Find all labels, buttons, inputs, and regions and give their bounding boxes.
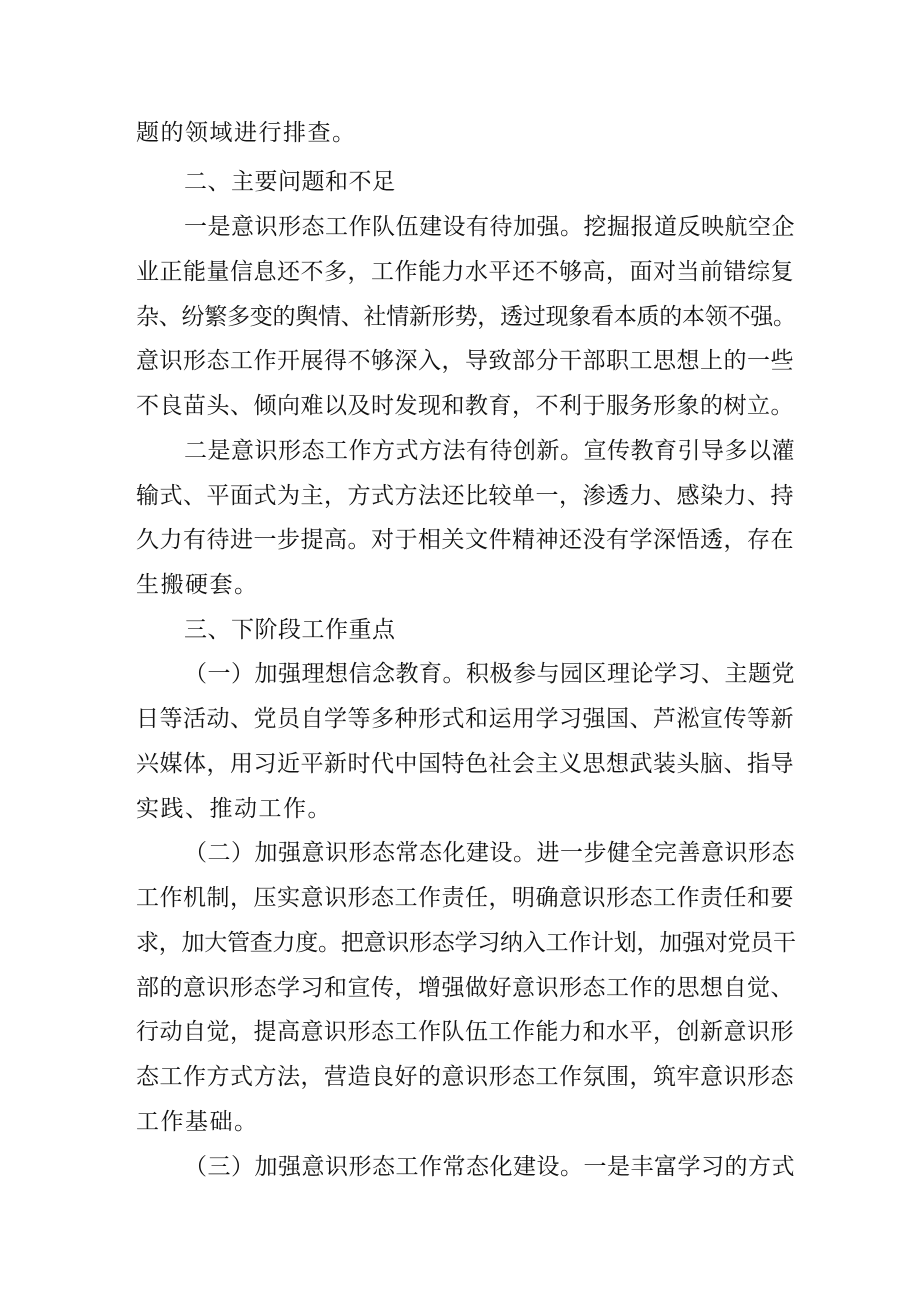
paragraph-line: （三）加强意识形态工作常态化建设。一是丰富学习的方式 [184, 1154, 795, 1180]
paragraph-line: （二）加强意识形态常态化建设。进一步健全完善意识形态 [184, 840, 795, 866]
paragraph-line: 日等活动、党员自学等多种形式和运用学习强国、芦淞宣传等新 [136, 706, 794, 732]
paragraph-line: 一是意识形态工作队伍建设有待加强。挖掘报道反映航空企 [184, 214, 795, 240]
paragraph-line: 行动自觉，提高意识形态工作队伍工作能力和水平，创新意识形 [136, 1019, 794, 1045]
paragraph-line: （一）加强理想信念教育。积极参与园区理论学习、主题党 [184, 661, 795, 687]
paragraph-line: 兴媒体，用习近平新时代中国特色社会主义思想武装头脑、指导 [136, 751, 794, 777]
paragraph-line: 二是意识形态工作方式方法有待创新。宣传教育引导多以灌 [184, 438, 795, 464]
paragraph-line: 输式、平面式为主，方式方法还比较单一，渗透力、感染力、持 [136, 483, 794, 509]
paragraph-line: 业正能量信息还不多，工作能力水平还不够高，面对当前错综复 [136, 259, 794, 285]
paragraph-line: 不良苗头、倾向难以及时发现和教育，不利于服务形象的树立。 [136, 393, 794, 419]
paragraph-line: 工作基础。 [136, 1109, 259, 1135]
paragraph-line: 题的领域进行排查。 [136, 120, 357, 146]
paragraph-line: 生搬硬套。 [136, 572, 259, 598]
paragraph-line: 久力有待进一步提高。对于相关文件精神还没有学深悟透，存在 [136, 527, 794, 553]
paragraph-line: 部的意识形态学习和宣传，增强做好意识形态工作的思想自觉、 [136, 975, 794, 1001]
section-heading-next-steps: 三、下阶段工作重点 [184, 617, 396, 643]
paragraph-line: 求，加大管查力度。把意识形态学习纳入工作计划，加强对党员干 [136, 930, 796, 956]
paragraph-line: 工作机制，压实意识形态工作责任，明确意识形态工作责任和要 [136, 885, 794, 911]
section-heading-problems: 二、主要问题和不足 [184, 169, 396, 195]
paragraph-line: 意识形态工作开展得不够深入，导致部分干部职工思想上的一些 [136, 348, 794, 374]
paragraph-line: 杂、纷繁多变的舆情、社情新形势，透过现象看本质的本领不强。 [136, 304, 796, 330]
paragraph-line: 态工作方式方法，营造良好的意识形态工作氛围，筑牢意识形态 [136, 1064, 794, 1090]
paragraph-line: 实践、推动工作。 [136, 796, 332, 822]
